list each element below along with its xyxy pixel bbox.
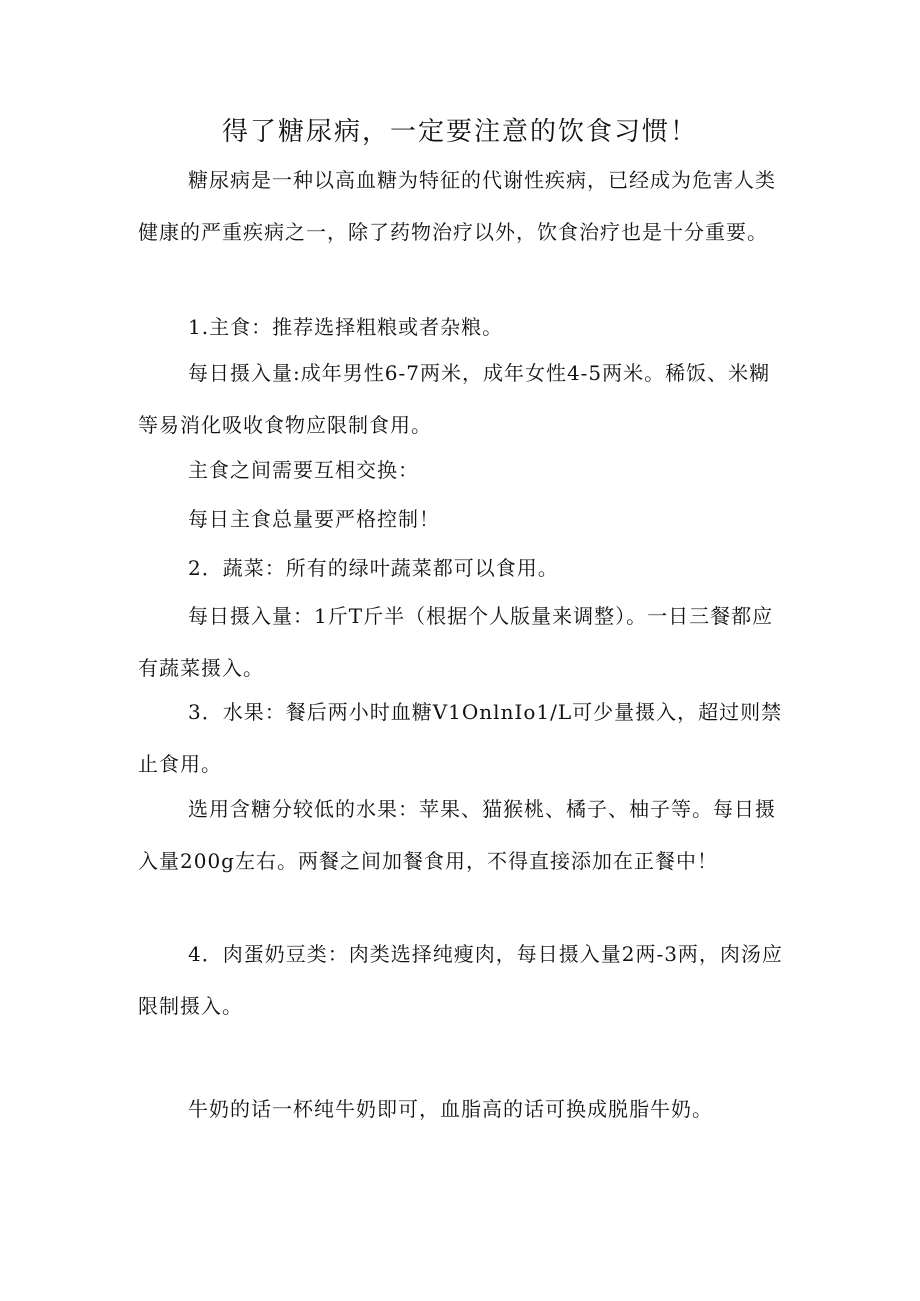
paragraph-milk: 牛奶的话一杯纯牛奶即可，血脂高的话可换成脱脂牛奶。 xyxy=(188,1097,713,1121)
paragraph-staple-exchange: 主食之间需要互相交换： xyxy=(188,458,419,482)
paragraph-fruit-choice: 选用含糖分较低的水果：苹果、猫猴桃、橘子、柚子等。每日摄入量200g左右。两餐之间加餐食用，不得直接添加在正餐中！ xyxy=(138,797,776,873)
paragraph-staple-control: 每日主食总量要严格控制！ xyxy=(188,507,440,531)
paragraph-vegetable-intake: 每日摄入量：1斤T斤半（根据个人版量来调整）。一日三餐都应有蔬菜摄入。 xyxy=(138,604,774,680)
paragraph-staple-intake: 每日摄入量:成年男性6-7两米，成年女性4-5两米。稀饭、米糊等易消化吸收食物应限制食用。 xyxy=(138,361,771,437)
paragraph-staple-food: 1.主食：推荐选择粗粮或者杂粮。 xyxy=(188,315,504,339)
paragraph-fruit: 3．水果：餐后两小时血糖V1OnlnIo1/L可少量摄入，超过则禁止食用。 xyxy=(138,700,783,776)
paragraph-intro: 糖尿病是一种以高血糖为特征的代谢性疾病，已经成为危害人类健康的严重疾病之一，除了药物治疗以外，饮食治疗也是十分重要。 xyxy=(138,168,776,244)
paragraph-vegetables: 2．蔬菜：所有的绿叶蔬菜都可以食用。 xyxy=(188,556,559,580)
paragraph-meat-egg-milk: 4．肉蛋奶豆类：肉类选择纯瘦肉，每日摄入量2两-3两，肉汤应限制摄入。 xyxy=(138,942,783,1018)
document-title: 得了糖尿病，一定要注意的饮食习惯！ xyxy=(221,117,698,147)
